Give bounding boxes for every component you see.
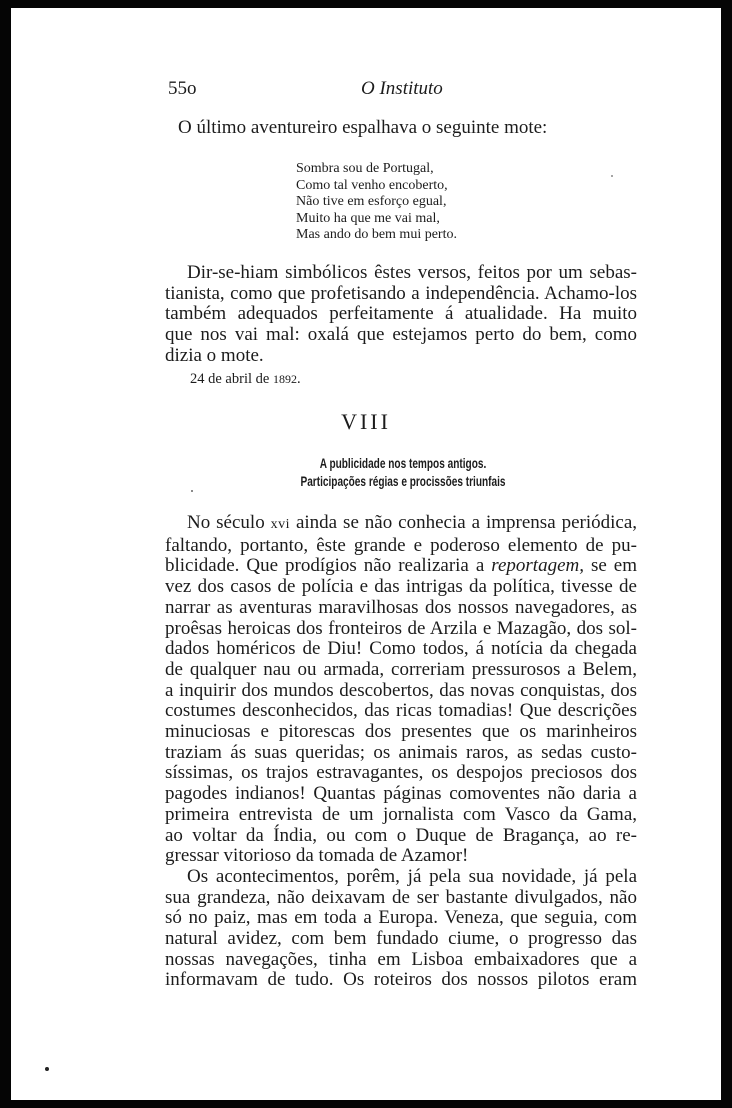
text-line: a inquirir dos mundos descobertos, das novas conquistas, dos	[165, 679, 637, 701]
running-title: O Instituto	[361, 78, 443, 99]
text-line: dados homéricos de Diu! Como todos, á notícia da chegada	[165, 638, 637, 660]
section-subtitle-secondary: Participações régias e procissões triunfais	[300, 473, 506, 489]
date-line: 24 de abril de 1892.	[190, 371, 301, 387]
text-line: informavam de tudo. Os roteiros dos nossos pilotos eram	[165, 969, 637, 991]
text-line: Dir-se-hiam simbólicos êstes versos, feitos por um sebas-	[187, 262, 637, 283]
main-text	[165, 513, 637, 991]
text-line: natural avidez, com bem fundado ciume, o progresso das	[165, 928, 637, 950]
text-line: blicidade. Que prodígios não realizaria a reportagem, se em	[165, 555, 637, 577]
italic-word: reportagem,	[491, 555, 584, 577]
roman-numeral: xvi	[270, 517, 291, 532]
page-number: 55o	[168, 78, 197, 99]
text-line: que nos vai mal: oxalá que estejamos perto do bem, como	[165, 324, 637, 346]
text-line: No século xvi ainda se não conhecia a imprensa periódica,	[187, 512, 637, 533]
text-line: minuciosas e pitorescas dos presentes que os marinheiros	[165, 721, 637, 743]
poem-line: Sombra sou de Portugal,	[296, 161, 434, 176]
text-line: sua grandeza, não deixavam de ser bastante divulgados, não	[165, 886, 637, 908]
section-subtitle: A publicidade nos tempos antigos.	[319, 455, 487, 471]
text-line: gressar vitorioso da tomada de Azamor!	[165, 845, 469, 867]
text-line: nossas navegações, tinha em Lisboa embaixadores que a	[165, 948, 637, 970]
text-line: primeira entrevista de um jornalista com Vasco da Gama,	[165, 803, 637, 825]
text-line: só no paiz, mas em toda a Europa. Veneza, que seguia, com	[165, 907, 637, 929]
text-line: costumes desconhecidos, das ricas tomadias! Que descrições	[165, 700, 637, 722]
text-line: síssimas, os trajos estravagantes, os despojos preciosos dos	[165, 762, 637, 784]
poem-line: Muito ha que me vai mal,	[296, 210, 440, 226]
text-line: vez dos casos de polícia e das intrigas da política, tivesse de	[165, 576, 637, 598]
intro-line: O último aventureiro espalhava o seguinte mote:	[178, 117, 548, 138]
poem-line: Não tive em esforço egual,	[296, 194, 447, 209]
text-line: dizia o mote.	[165, 344, 264, 366]
poem-block	[296, 161, 457, 244]
page-header	[168, 78, 638, 104]
comment-paragraph	[165, 263, 637, 367]
poem-line: Como tal venho encoberto,	[296, 177, 448, 193]
text-line: também adequados perfeitamente á atualidade. Ha muito	[165, 303, 637, 325]
text-line: ao voltar da Índia, ou com o Duque de Bragança, ao re-	[165, 824, 637, 846]
text-line: faltando, portanto, êste grande e poderoso elemento de pu-	[165, 534, 637, 556]
text-line: de qualquer nau ou armada, correriam pressurosos a Belem,	[165, 658, 637, 680]
text-line: traziam ás suas queridas; os animais raros, as sedas custo-	[165, 741, 637, 763]
chapter-number: VIII	[341, 409, 391, 434]
text-line: Os acontecimentos, porêm, já pela sua novidade, já pela	[187, 865, 637, 887]
text-line: narrar as aventuras maravilhosas dos nossos navegadores, as	[165, 596, 637, 618]
poem-line: Mas ando do bem mui perto.	[296, 227, 457, 242]
text-line: proêsas heroicas dos fronteiros de Arzila e Mazagão, dos sol-	[165, 617, 637, 639]
text-line: pagodes indianos! Quantas páginas comoventes não daria a	[165, 783, 637, 805]
date-year: 1892	[272, 372, 297, 386]
text-line: tianista, como que profetisando a independência. Achamo-los	[165, 282, 637, 304]
